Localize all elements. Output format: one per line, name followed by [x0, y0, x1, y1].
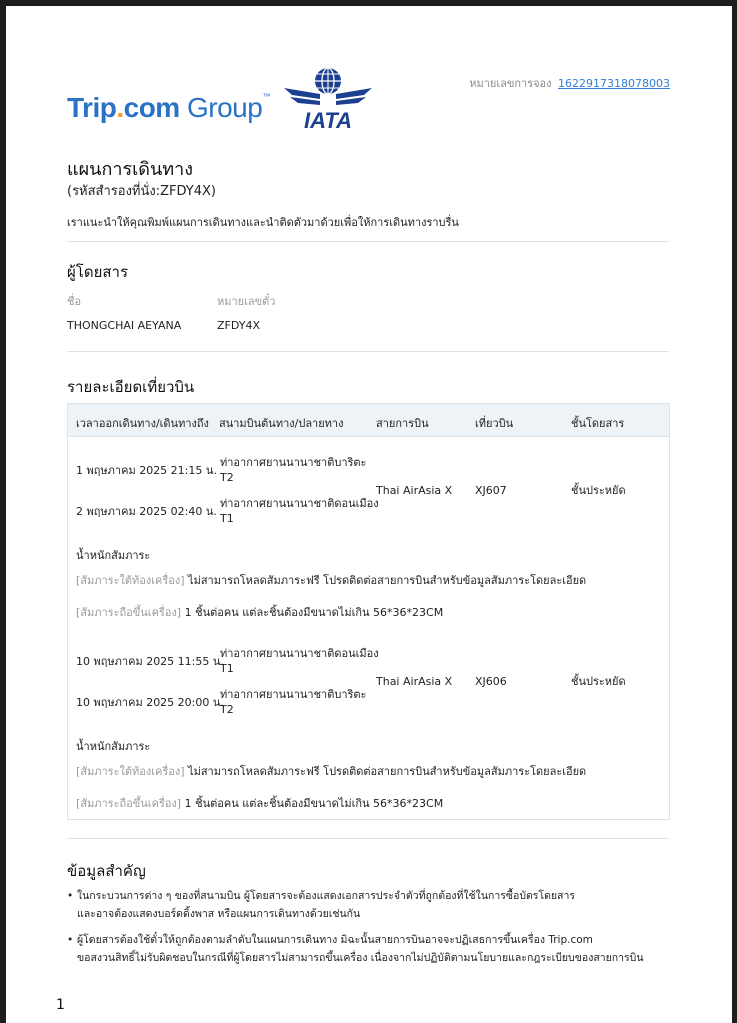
- ticket-number-label: หมายเลขตั๋ว: [217, 295, 276, 308]
- departure-airport: ท่าอากาศยานนานาชาติดอนเมือง T1: [220, 647, 379, 675]
- col-airline: สายการบิน: [376, 417, 429, 430]
- page-title: แผนการเดินทาง: [67, 159, 194, 180]
- cabin-class: ชั้นประหยัด: [571, 675, 626, 688]
- col-time: เวลาออกเดินทาง/เดินทางถึง: [76, 417, 209, 430]
- flight-details-table: [67, 403, 670, 820]
- cabin-class: ชั้นประหยัด: [571, 484, 626, 497]
- passenger-name-label: ชื่อ: [67, 295, 82, 308]
- print-recommendation: เราแนะนำให้คุณพิมพ์แผนการเดินทางและนำติดตัวมาด้วยเพื่อให้การเดินทางราบรื่น: [67, 216, 459, 229]
- passenger-name: THONGCHAI AEYANA: [67, 319, 182, 332]
- col-flight: เที่ยวบิน: [475, 417, 514, 430]
- passengers-heading: ผู้โดยสาร: [67, 263, 129, 281]
- reservation-code: (รหัสสำรองที่นั่ง:ZFDY4X): [67, 184, 216, 199]
- important-info-heading: ข้อมูลสำคัญ: [67, 862, 146, 880]
- divider: [67, 351, 669, 352]
- important-bullet-1: • ในกระบวนการต่าง ๆ ของที่สนามบิน ผู้โดยสารจะต้องแสดงเอกสารประจำตัวที่ถูกต้องที่ใช้ในการซื้อบัตรโดยสาร และอาจต้องแสดงบอร์ดดิ้งพาส หรือแผนการเดินทางด้วยเช่นกัน: [67, 890, 575, 920]
- carry-on-baggage-info: [สัมภาระถือขึ้นเครื่อง] 1 ชิ้นต่อคน แต่ละชิ้นต้องมีขนาดไม่เกิน 56*36*23CM: [76, 797, 444, 810]
- page-number: 1: [56, 997, 65, 1013]
- iata-logo: [282, 66, 374, 132]
- important-bullet-2: • ผู้โดยสารต้องใช้ตั๋วให้ถูกต้องตามลำดับในแผนการเดินทาง มิฉะนั้นสายการบินอาจจะปฏิเสธการขึ้นเครื่อง Trip.com ขอสงวนสิทธิ์ไม่รับผิดชอบในกรณีที่ผู้โดยสารไม่สามารถขึ้นเครื่อง เนื่องจากไม่ปฏิบัติตามนโยบายและกฎระเบียบของสายการบิน: [67, 934, 644, 964]
- departure-time: 1 พฤษภาคม 2025 21:15 น.: [76, 464, 217, 477]
- airline: Thai AirAsia X: [376, 484, 453, 497]
- airline: Thai AirAsia X: [376, 675, 453, 688]
- itinerary-page: [6, 6, 732, 1023]
- booking-label: หมายเลขการจอง: [469, 77, 552, 90]
- flight-number: XJ607: [475, 484, 507, 497]
- iata-logo-text: IATA: [303, 108, 353, 132]
- col-cabin: ชั้นโดยสาร: [571, 417, 625, 430]
- arrival-time: 10 พฤษภาคม 2025 20:00 น.: [76, 696, 224, 709]
- divider: [67, 838, 669, 839]
- checked-baggage-info: [สัมภาระใต้ท้องเครื่อง] ไม่สามารถโหลดสัมภาระฟรี โปรดติดต่อสายการบินสำหรับข้อมูลสัมภาระโดยละเอียด: [76, 765, 587, 778]
- baggage-title: น้ำหนักสัมภาระ: [76, 740, 151, 753]
- departure-time: 10 พฤษภาคม 2025 11:55 น.: [76, 655, 224, 668]
- arrival-airport: ท่าอากาศยานนานาชาติบาริตะ T2: [220, 688, 367, 716]
- baggage-title: น้ำหนักสัมภาระ: [76, 549, 151, 562]
- ticket-number: ZFDY4X: [217, 319, 260, 332]
- trip-com-group-logo: Trip.com Group™: [67, 92, 270, 123]
- arrival-time: 2 พฤษภาคม 2025 02:40 น.: [76, 505, 217, 518]
- booking-number-link[interactable]: 1622917318078003: [558, 77, 670, 90]
- carry-on-baggage-info: [สัมภาระถือขึ้นเครื่อง] 1 ชิ้นต่อคน แต่ละชิ้นต้องมีขนาดไม่เกิน 56*36*23CM: [76, 606, 444, 619]
- booking-reference: [469, 74, 670, 92]
- checked-baggage-info: [สัมภาระใต้ท้องเครื่อง] ไม่สามารถโหลดสัมภาระฟรี โปรดติดต่อสายการบินสำหรับข้อมูลสัมภาระโดยละเอียด: [76, 574, 587, 587]
- divider: [67, 241, 669, 242]
- arrival-airport: ท่าอากาศยานนานาชาติดอนเมือง T1: [220, 497, 379, 525]
- departure-airport: ท่าอากาศยานนานาชาติบาริตะ T2: [220, 456, 367, 484]
- flight-number: XJ606: [475, 675, 507, 688]
- table-header: [68, 404, 669, 437]
- col-airport: สนามบินต้นทาง/ปลายทาง: [219, 417, 344, 430]
- flight-details-heading: รายละเอียดเที่ยวบิน: [67, 378, 195, 396]
